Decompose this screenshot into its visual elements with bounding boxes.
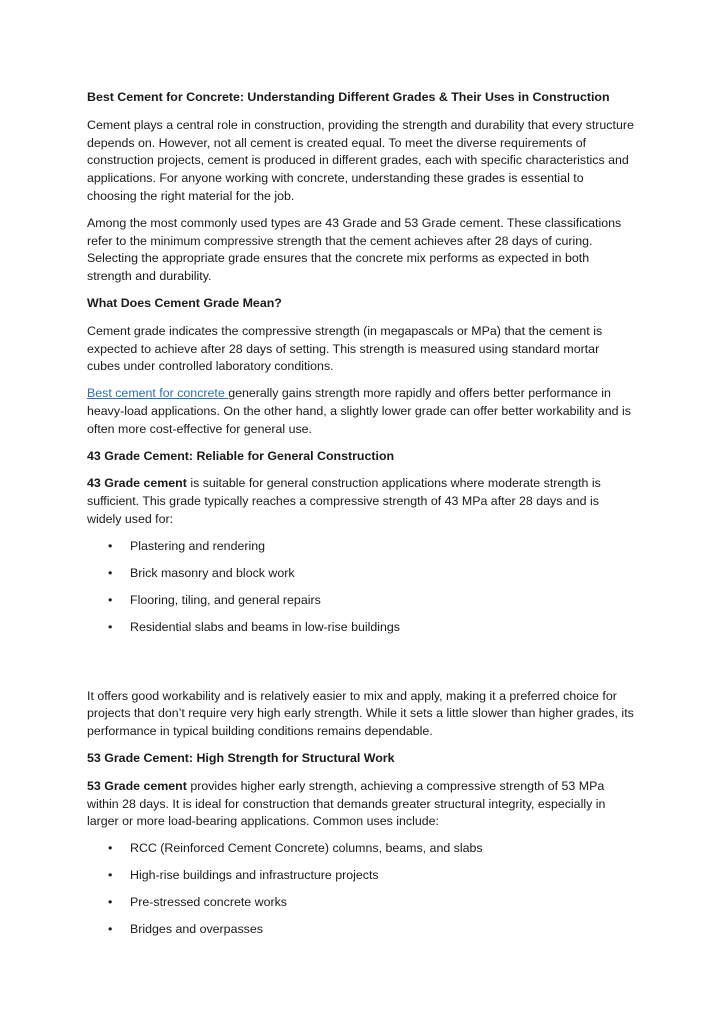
bullet-icon: • — [108, 592, 113, 607]
intro-paragraph-2: Among the most commonly used types are 43 Grade and 53 Grade cement. These classifications refer to the minimum compressive strength that the cement achieves after 28 days of curing. Selecting the appropriate grade ensures that the concrete mix performs as expected in both strength and durability. — [87, 215, 622, 284]
spacer — [87, 646, 635, 688]
list-item: • Flooring, tiling, and general repairs — [87, 592, 635, 610]
list-item: • RCC (Reinforced Cement Concrete) columns, beams, and slabs — [87, 840, 635, 858]
bullet-icon: • — [108, 922, 113, 937]
list-item: • Pre-stressed concrete works — [87, 894, 635, 912]
best-cement-link[interactable]: Best cement for concrete — [87, 386, 229, 401]
list-item: • Bridges and overpasses — [87, 921, 635, 939]
grade-43-uses-list — [87, 538, 635, 637]
grade-43-closing: It offers good workability and is relatively easier to mix and apply, making it a preferred choice for projects that don’t require very high early strength. While it sets a little slower than higher grades, its performance in typical building conditions remains dependable. — [87, 688, 634, 739]
bullet-icon: • — [108, 538, 113, 553]
grade-mean-paragraph: Cement grade indicates the compressive strength (in megapascals or MPa) that the cement is expected to achieve after 28 days of setting. This strength is measured using standard mortar cubes under controlled laboratory conditions. — [87, 323, 603, 374]
grade-53-lead: 53 Grade cement — [87, 778, 187, 793]
bullet-icon: • — [108, 619, 113, 634]
list-item: • Plastering and rendering — [87, 538, 635, 556]
bullet-icon: • — [108, 895, 113, 910]
grade-53-intro — [87, 778, 635, 831]
grade-53-intro-text: provides higher early strength, achieving a compressive strength of 53 MPa within 28 days. It is ideal for construction that demands greater structural integrity, especially in larger or more load-bearing applications. Common uses include: — [87, 778, 606, 829]
document-title: Best Cement for Concrete: Understanding Different Grades & Their Uses in Construction — [87, 90, 610, 104]
intro-paragraph-1: Cement plays a central role in construction, providing the strength and durability that every structure depends on. However, not all cement is created equal. To meet the diverse requirements of construction projects, cement is produced in different grades, each with specific characteristics and applications. For anyone working with concrete, understanding these grades is essential to choosing the right material for the job. — [87, 117, 634, 203]
grade-53-uses-list — [87, 840, 635, 939]
list-item: • High-rise buildings and infrastructure projects — [87, 867, 635, 885]
best-cement-paragraph — [87, 385, 635, 438]
section-heading-53-grade: 53 Grade Cement: High Strength for Structural Work — [87, 751, 395, 766]
bullet-icon: • — [108, 868, 113, 883]
section-heading-43-grade: 43 Grade Cement: Reliable for General Construction — [87, 448, 395, 463]
best-cement-paragraph-text: generally gains strength more rapidly and offers better performance in heavy-load applications. On the other hand, a slightly lower grade can offer better workability and is often more cost-effective for general use. — [87, 386, 631, 436]
list-item: • Brick masonry and block work — [87, 565, 635, 583]
document-page — [87, 89, 635, 948]
grade-43-intro-text: is suitable for general construction applications where moderate strength is sufficient. This grade typically reaches a compressive strength of 43 MPa after 28 days and is widely used for: — [87, 476, 601, 526]
grade-43-intro — [87, 475, 635, 528]
list-item: • Residential slabs and beams in low-rise buildings — [87, 619, 635, 637]
grade-43-lead: 43 Grade cement — [87, 476, 187, 491]
section-heading-grade-mean: What Does Cement Grade Mean? — [87, 295, 282, 310]
bullet-icon: • — [108, 565, 113, 580]
bullet-icon: • — [108, 841, 113, 856]
